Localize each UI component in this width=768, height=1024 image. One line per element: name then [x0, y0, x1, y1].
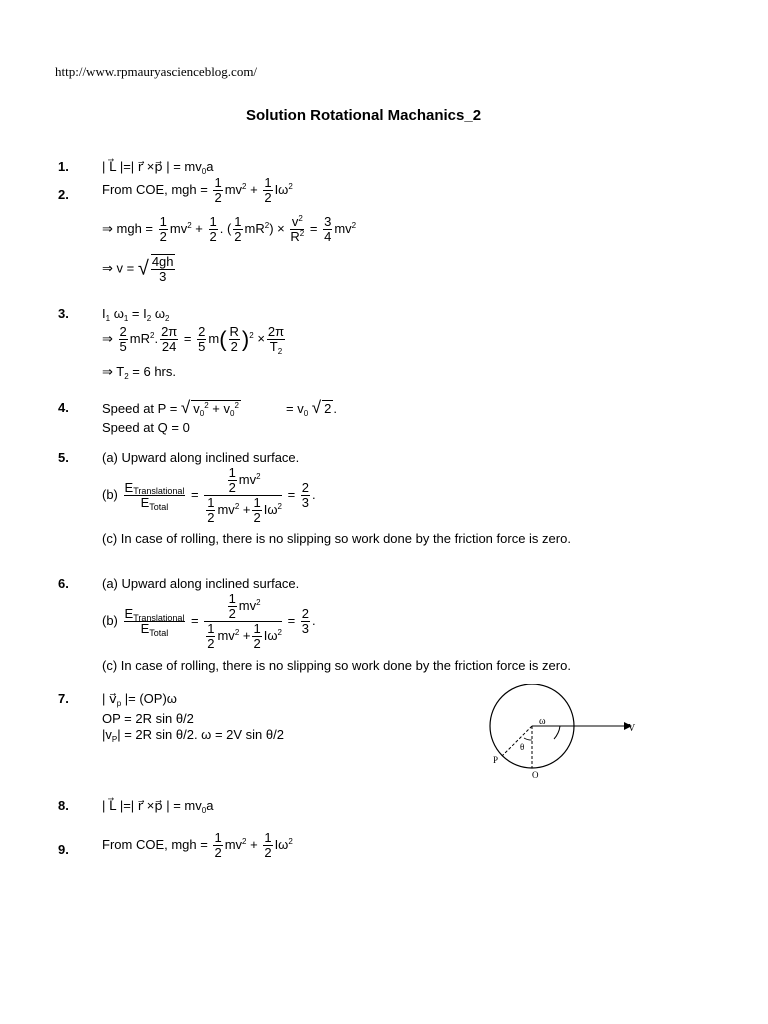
q4-line1: Speed at P = √ $v_0^2 + v_0^2$ — [102, 398, 239, 418]
q3-line3: ⇒ $T_2 = 6$ hrs. — [102, 364, 176, 381]
o-label: O — [532, 770, 539, 780]
q2-line1: From COE, mgh = $\frac{1}{2}$ $mv^2$ + $\frac{1}{2}$ $I\omega^2$ — [102, 175, 293, 205]
question-number: 1. — [58, 159, 69, 174]
q2-line2: ⇒ mgh = $\frac{1}{2}$ $mv^2$ + $\frac{1}{2}$ . ( $\frac{1}{2}$ $mR^2$) × $\frac{v^2}{R^2}$ = $\frac{3}{4}$ $mv^2$ — [102, 214, 357, 244]
question-number: 4. — [58, 400, 69, 415]
q4-result: = $v_0$ √ 2 . — [286, 398, 337, 418]
q3-line1: $I_1$ $\omega_1 = I_2$ $\omega_2$ — [102, 306, 170, 323]
omega-arc — [554, 726, 560, 739]
question-number: 6. — [58, 576, 69, 591]
question-number: 5. — [58, 450, 69, 465]
question-number: 7. — [58, 691, 69, 706]
question-number: 2. — [58, 187, 69, 202]
q7-line2: OP = 2R sin θ/2 — [102, 711, 194, 726]
page-title: Solution Rotational Machanics_2 — [246, 107, 482, 124]
question-number: 8. — [58, 798, 69, 813]
q5-part-c: (c) In case of rolling, there is no slipping so work done by the friction force is zero. — [102, 531, 571, 546]
q6-part-a: (a) Upward along inclined surface. — [102, 576, 300, 591]
question-number: 3. — [58, 306, 69, 321]
q6-part-b: (b) $\frac{E_{Translational}}{E_{Total}}$ = $\frac{1}{2}$ $mv^2$ $\frac{1}{2}$ $mv^2$ + $\frac{1}{2}$ $I\omega^2$ = $\frac{2}{3}$ . — [102, 591, 316, 651]
q2-line3: ⇒ v = √ $\frac{4gh}{3}$ — [102, 254, 174, 284]
q6-part-c: (c) In case of rolling, there is no slipping so work done by the friction force is zero. — [102, 658, 571, 673]
q1-equation: | L⃗ |=| r⃗ ×p⃗ | = $mv_0a$ — [102, 159, 214, 176]
p-label: P — [493, 755, 499, 765]
q4-line2: Speed at Q = 0 — [102, 420, 190, 435]
q3-line2: ⇒ $\frac{2}{5}$ $mR^2$. $\frac{2\pi}{24}$ = $\frac{2}{5}$ m( $\frac{R}{2}$ )$^2$ × $\frac{2\pi}{T_2}$ — [102, 324, 285, 356]
omega-label: ω — [539, 716, 546, 727]
source-url[interactable]: http://www.rpmauryascienceblog.com/ — [55, 64, 258, 79]
q7-line3: $|v_P| = 2R$ sin θ/2. ω = 2V sin θ/2 — [102, 727, 284, 744]
rolling-wheel-diagram — [484, 684, 644, 784]
theta-label: θ — [520, 742, 525, 752]
question-number: 9. — [58, 842, 69, 857]
q5-part-b: (b) $\frac{E_{Translational}}{E_{Total}}$ = $\frac{1}{2}$ $mv^2$ $\frac{1}{2}$ $mv^2$ + $\frac{1}{2}$ $I\omega^2$ = $\frac{2}{3}$ . — [102, 465, 316, 525]
q9-line1: From COE, mgh = $\frac{1}{2}$ $mv^2$ + $\frac{1}{2}$ $I\omega^2$ — [102, 830, 293, 860]
q7-line1: | $v⃗_p$ |= (OP)ω — [102, 691, 177, 708]
v-label: V — [628, 723, 636, 734]
q8-equation: | L⃗ |=| r⃗ ×p⃗ | = $mv_0a$ — [102, 798, 214, 815]
q5-part-a: (a) Upward along inclined surface. — [102, 450, 300, 465]
theta-arc — [524, 738, 532, 740]
radius-to-P — [502, 726, 532, 756]
